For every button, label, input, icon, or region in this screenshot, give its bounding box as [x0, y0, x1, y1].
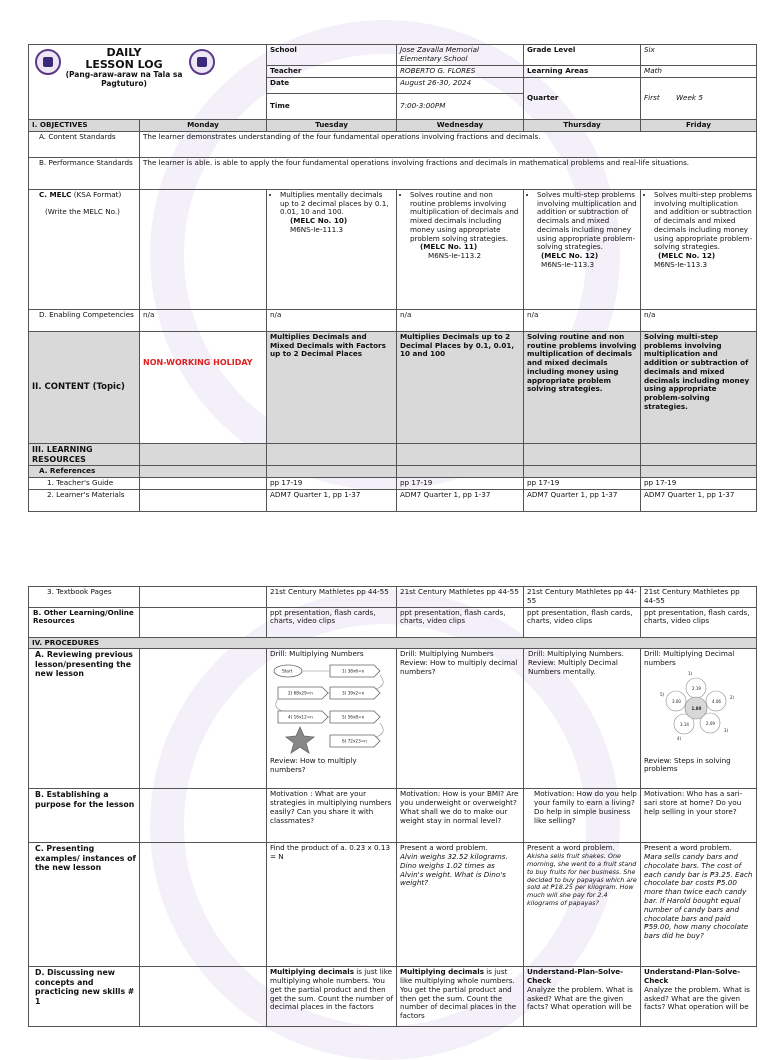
drill-decimal-title: Drill: Multiplying Decimal numbers [644, 649, 735, 668]
reviewing-label: A. Reviewing previous lesson/presenting the new lesson [29, 649, 140, 789]
star-icon [286, 727, 314, 753]
discussing-label: D. Discussing new concepts and practicing new skills # 1 [29, 967, 140, 1027]
other-resources-label: B. Other Learning/Online Resources [29, 607, 140, 637]
discussing-title: Multiplying decimals [400, 967, 484, 977]
petal-label: 5) [660, 691, 665, 697]
school-value: Jose Zavalla Memorial Elementary School [397, 45, 524, 66]
quarter-value [641, 77, 757, 119]
objectives-heading: I. OBJECTIVES [29, 120, 140, 132]
references-label: A. References [29, 466, 140, 478]
petal-label: 3) [724, 727, 729, 733]
melc-monday [140, 189, 267, 309]
textbook-text: 21st Century Mathletes pp 44-55 [527, 587, 637, 605]
grade-level-label: Grade Level [524, 45, 641, 66]
performance-standards-text: The learner is able. is able to apply the four fundamental operations involving fractions and decimals in mathematical problems and real-life situations. [140, 157, 757, 189]
discussing-wednesday [397, 967, 524, 1027]
drill-title: Drill: Multiplying Numbers [270, 649, 364, 659]
discussing-body: is just like multiplying whole numbers. You get the partial product and then get the sum. Count the number of decimal places in the factors [400, 967, 517, 1021]
discussing-thursday [524, 967, 641, 1027]
discussing-title: Multiplying decimals [270, 967, 354, 977]
references-empty [524, 466, 641, 478]
title-lesson-log: LESSON LOG [85, 58, 163, 72]
content-wednesday: Multiplies Decimals up to 2 Decimal Places by 0.1, 0.01, 10 and 100 [397, 331, 524, 443]
establishing-monday [140, 789, 267, 843]
title-subtitle: (Pang-araw-araw na Tala sa Pagtuturo) [65, 70, 183, 88]
drill-node-start: Start [282, 668, 293, 674]
school-label: School [267, 45, 397, 66]
melc-number: (MELC No. 12) [541, 251, 599, 261]
content-monday [140, 331, 267, 443]
enabling-wednesday: n/a [397, 309, 524, 331]
teacher-value: ROBERTO G. FLORES [397, 65, 524, 77]
presenting-thursday [524, 843, 641, 967]
content-tuesday: Multiplies Decimals and Mixed Decimals with Factors up to 2 Decimal Places [267, 331, 397, 443]
day-wednesday: Wednesday [397, 120, 524, 132]
reviewing-wednesday: Drill: Multiplying Numbers Review: How to multiply decimal numbers? [397, 649, 524, 789]
deped-logo-icon [189, 49, 215, 75]
references-empty [397, 466, 524, 478]
review-question: Review: How to multiply numbers? [270, 756, 357, 774]
drill-chain-diagram [270, 661, 388, 757]
word-problem-body: Alvin weighs 32.52 kilograms. Dino weighs 1.02 times as Alvin's weight. What is Dino's weight? [400, 852, 508, 888]
textbook-text: 21st Century Mathletes pp 44-55 [644, 587, 740, 605]
word-problem-title: Present a word problem. [644, 843, 732, 853]
learners-materials-monday [140, 489, 267, 511]
textbook-value [267, 587, 397, 608]
establishing-tuesday: Motivation : What are your strategies in multiplying numbers easily? Can you share it with classmates? [267, 789, 397, 843]
references-empty [641, 466, 757, 478]
word-problem-body: Akisha sells fruit shakes. One morning, she went to a fruit stand to buy fruits for her business. She decided to buy papayas which are sold at ₱18.25 per kilogram. How much will she pay for 2.4 kilograms of papayas? [527, 852, 637, 907]
enabling-tuesday: n/a [267, 309, 397, 331]
lesson-log-table-bottom [28, 586, 757, 1027]
day-monday: Monday [140, 120, 267, 132]
day-thursday: Thursday [524, 120, 641, 132]
deped-seal-icon [35, 49, 61, 75]
melc-number: (MELC No. 11) [420, 242, 478, 252]
melc-code: M6NS-Ie-113.3 [654, 260, 708, 270]
quarter-first: First [644, 92, 660, 102]
word-problem-title: Present a word problem. [400, 843, 488, 853]
petal-value: 2.19 [692, 685, 701, 691]
discussing-body: Analyze the problem. What is asked? What are the given facts? What operation will be [644, 984, 750, 1012]
enabling-competencies-label: D. Enabling Competencies [29, 309, 140, 331]
petal-label: 4) [677, 735, 682, 741]
melc-text: • Solves multi-step problems involving multiplication and addition or subtraction of decimals and mixed decimals including money using appropriate problem-solving strategies. [654, 191, 753, 252]
resources-empty [140, 443, 267, 466]
other-resources-monday [140, 607, 267, 637]
content-thursday: Solving routine and non routine problems involving multiplication of decimals and mixed decimals including money using appropriate problem solving strategies. [524, 331, 641, 443]
discussing-title: Understand-Plan-Solve-Check [527, 967, 624, 986]
day-friday: Friday [641, 120, 757, 132]
petal-value: 4.06 [712, 698, 721, 704]
textbook-pages-label: 3. Textbook Pages [29, 587, 140, 608]
performance-standards-label: B. Performance Standards [29, 157, 140, 189]
textbook-text: 21st Century Mathletes pp 44-55 [400, 587, 519, 596]
enabling-monday: n/a [140, 309, 267, 331]
grade-level-value: Six [641, 45, 757, 66]
other-resources-value: ppt presentation, flash cards, charts, video clips [397, 607, 524, 637]
time-label: Time [267, 94, 397, 120]
week-value: Week 5 [675, 92, 703, 102]
references-empty [267, 466, 397, 478]
melc-thursday [524, 189, 641, 309]
learning-areas-label: Learning Areas [524, 65, 641, 77]
reviewing-friday [641, 649, 757, 789]
other-resources-value: ppt presentation, flash cards, charts, video clips [267, 607, 397, 637]
reviewing-monday [140, 649, 267, 789]
discussing-title: Understand-Plan-Solve-Check [644, 967, 741, 986]
melc-text: • Multiplies mentally decimals up to 2 decimal places by 0.1, 0.01, 10 and 100. [280, 191, 393, 217]
petal-value: 2.09 [706, 720, 715, 726]
melc-number: (MELC No. 10) [290, 216, 348, 226]
teachers-guide-label: 1. Teacher's Guide [29, 478, 140, 490]
word-problem-title: Present a word problem. [527, 843, 615, 853]
learners-materials-label: 2. Learner's Materials [29, 489, 140, 511]
establishing-friday: Motivation: Who has a sari-sari store at home? Do you help selling in your store? [641, 789, 757, 843]
resources-empty [524, 443, 641, 466]
lesson-log-page-2 [28, 586, 756, 1027]
other-resources-value: ppt presentation, flash cards, charts, video clips [524, 607, 641, 637]
teachers-guide-value: pp 17-19 [397, 478, 524, 490]
petal-label: 1) [688, 670, 693, 676]
presenting-monday [140, 843, 267, 967]
content-friday: Solving multi-step problems involving multiplication and addition or subtraction of decimals and mixed decimals including money using appropriate problem-solving strategies. [641, 331, 757, 443]
title-block [29, 45, 267, 120]
date-label: Date [267, 77, 397, 93]
melc-label-cell [29, 189, 140, 309]
establishing-label: B. Establishing a purpose for the lesson [29, 789, 140, 843]
melc-number: (MELC No. 12) [658, 251, 716, 261]
melc-code: M6NS-Ie-113.2 [428, 251, 482, 261]
melc-text: • Solves routine and non routine problems involving multiplication of decimals and mixed decimals including money using appropriate problem solving strategies. [410, 191, 520, 244]
teachers-guide-monday [140, 478, 267, 490]
teacher-label: Teacher [267, 65, 397, 77]
day-tuesday: Tuesday [267, 120, 397, 132]
title-daily: DAILY [106, 46, 142, 59]
enabling-friday: n/a [641, 309, 757, 331]
content-standards-label: A. Content Standards [29, 131, 140, 157]
presenting-tuesday: Find the product of a. 0.23 x 0.13 = N [267, 843, 397, 967]
reviewing-thursday: Drill: Multiplying Numbers. Review: Multiply Decimal Numbers mentally. [524, 649, 641, 789]
textbook-monday [140, 587, 267, 608]
melc-friday [641, 189, 757, 309]
melc-code: M6NS-Ie-113.3 [541, 260, 595, 270]
discussing-friday [641, 967, 757, 1027]
discussing-monday [140, 967, 267, 1027]
drill-node-4: 4) 16x12=n [288, 714, 313, 720]
teachers-guide-value: pp 17-19 [524, 478, 641, 490]
word-problem-body: Mara sells candy bars and chocolate bars. The cost of each candy bar is ₱3.25. Each chocolate bar costs ₱5.00 more than twice each candy bar. If Harold bought equal number of candy bars and chocolate bars and paid ₱59.00, how many chocolate bars did he buy? [644, 852, 753, 941]
resources-empty [641, 443, 757, 466]
establishing-wednesday: Motivation: How is your BMI? Are you underweight or overweight? What shall we do to make our weight stay in normal level? [397, 789, 524, 843]
establishing-thursday: Motivation: How do you help your family to earn a living? Do help in simple business like selling? [524, 789, 641, 843]
learners-materials-value: ADM7 Quarter 1, pp 1-37 [641, 489, 757, 511]
melc-label-suffix: (KSA Format) [73, 189, 122, 199]
drill-node-2: 2) 68x29=n [288, 690, 313, 696]
discussing-body: is just like multiplying whole numbers. You get the partial product and then get the sum. Count the number of decimal places in the factors [270, 967, 394, 1012]
textbook-text: 21st Century Mathletes pp 44-55 [270, 587, 389, 596]
flower-center-value: 1.80 [691, 705, 702, 711]
drill-node-5: 5) 56x8=n [342, 714, 365, 720]
learners-materials-value: ADM7 Quarter 1, pp 1-37 [524, 489, 641, 511]
melc-wednesday [397, 189, 524, 309]
reviewing-tuesday [267, 649, 397, 789]
melc-text: • Solves multi-step problems involving multiplication and addition or subtraction of decimals and mixed decimals including money using appropriate problem-solving strategies. [537, 191, 637, 252]
presenting-label: C. Presenting examples/ instances of the new lesson [29, 843, 140, 967]
resources-empty [267, 443, 397, 466]
learners-materials-value: ADM7 Quarter 1, pp 1-37 [267, 489, 397, 511]
content-standards-text: The learner demonstrates understanding of the four fundamental operations involving fractions and decimals. [140, 131, 757, 157]
decimal-flower-diagram [644, 668, 754, 754]
petal-value: 3.14 [680, 721, 689, 727]
review-steps: Review: Steps in solving problems [644, 755, 731, 774]
melc-code: M6NS-Ie-111.3 [290, 224, 344, 234]
petal-value: 3.00 [672, 698, 681, 704]
other-resources-value: ppt presentation, flash cards, charts, video clips [641, 607, 757, 637]
melc-tuesday [267, 189, 397, 309]
teachers-guide-value: pp 17-19 [267, 478, 397, 490]
lesson-log-table-top [28, 44, 757, 512]
melc-sublabel: (Write the MELC No.) [45, 206, 120, 216]
drill-node-3: 3) 39x2=n [342, 690, 365, 696]
resources-heading: III. LEARNING RESOURCES [29, 443, 140, 466]
time-value: 7:00-3:00PM [397, 94, 524, 120]
procedures-heading: IV. PROCEDURES [29, 637, 757, 649]
enabling-thursday: n/a [524, 309, 641, 331]
references-empty [140, 466, 267, 478]
textbook-value [641, 587, 757, 608]
melc-label: C. MELC [39, 189, 72, 199]
petal-label: 2) [730, 694, 735, 700]
drill-node-1: 1) 38x6=n [342, 668, 365, 674]
learning-areas-value: Math [641, 65, 757, 77]
discussing-body: Analyze the problem. What is asked? What are the given facts? What operation will be [527, 984, 633, 1012]
presenting-wednesday [397, 843, 524, 967]
discussing-tuesday [267, 967, 397, 1027]
resources-empty [397, 443, 524, 466]
textbook-value [524, 587, 641, 608]
content-heading: II. CONTENT (Topic) [29, 331, 140, 443]
holiday-label: NON-WORKING HOLIDAY [143, 357, 253, 367]
date-value: August 26-30, 2024 [397, 77, 524, 93]
learners-materials-value: ADM7 Quarter 1, pp 1-37 [397, 489, 524, 511]
drill-node-6: 6) 72x23=n [342, 738, 367, 744]
teachers-guide-value: pp 17-19 [641, 478, 757, 490]
presenting-friday [641, 843, 757, 967]
textbook-value [397, 587, 524, 608]
quarter-label: Quarter [524, 77, 641, 119]
lesson-log-page-1 [28, 44, 756, 512]
